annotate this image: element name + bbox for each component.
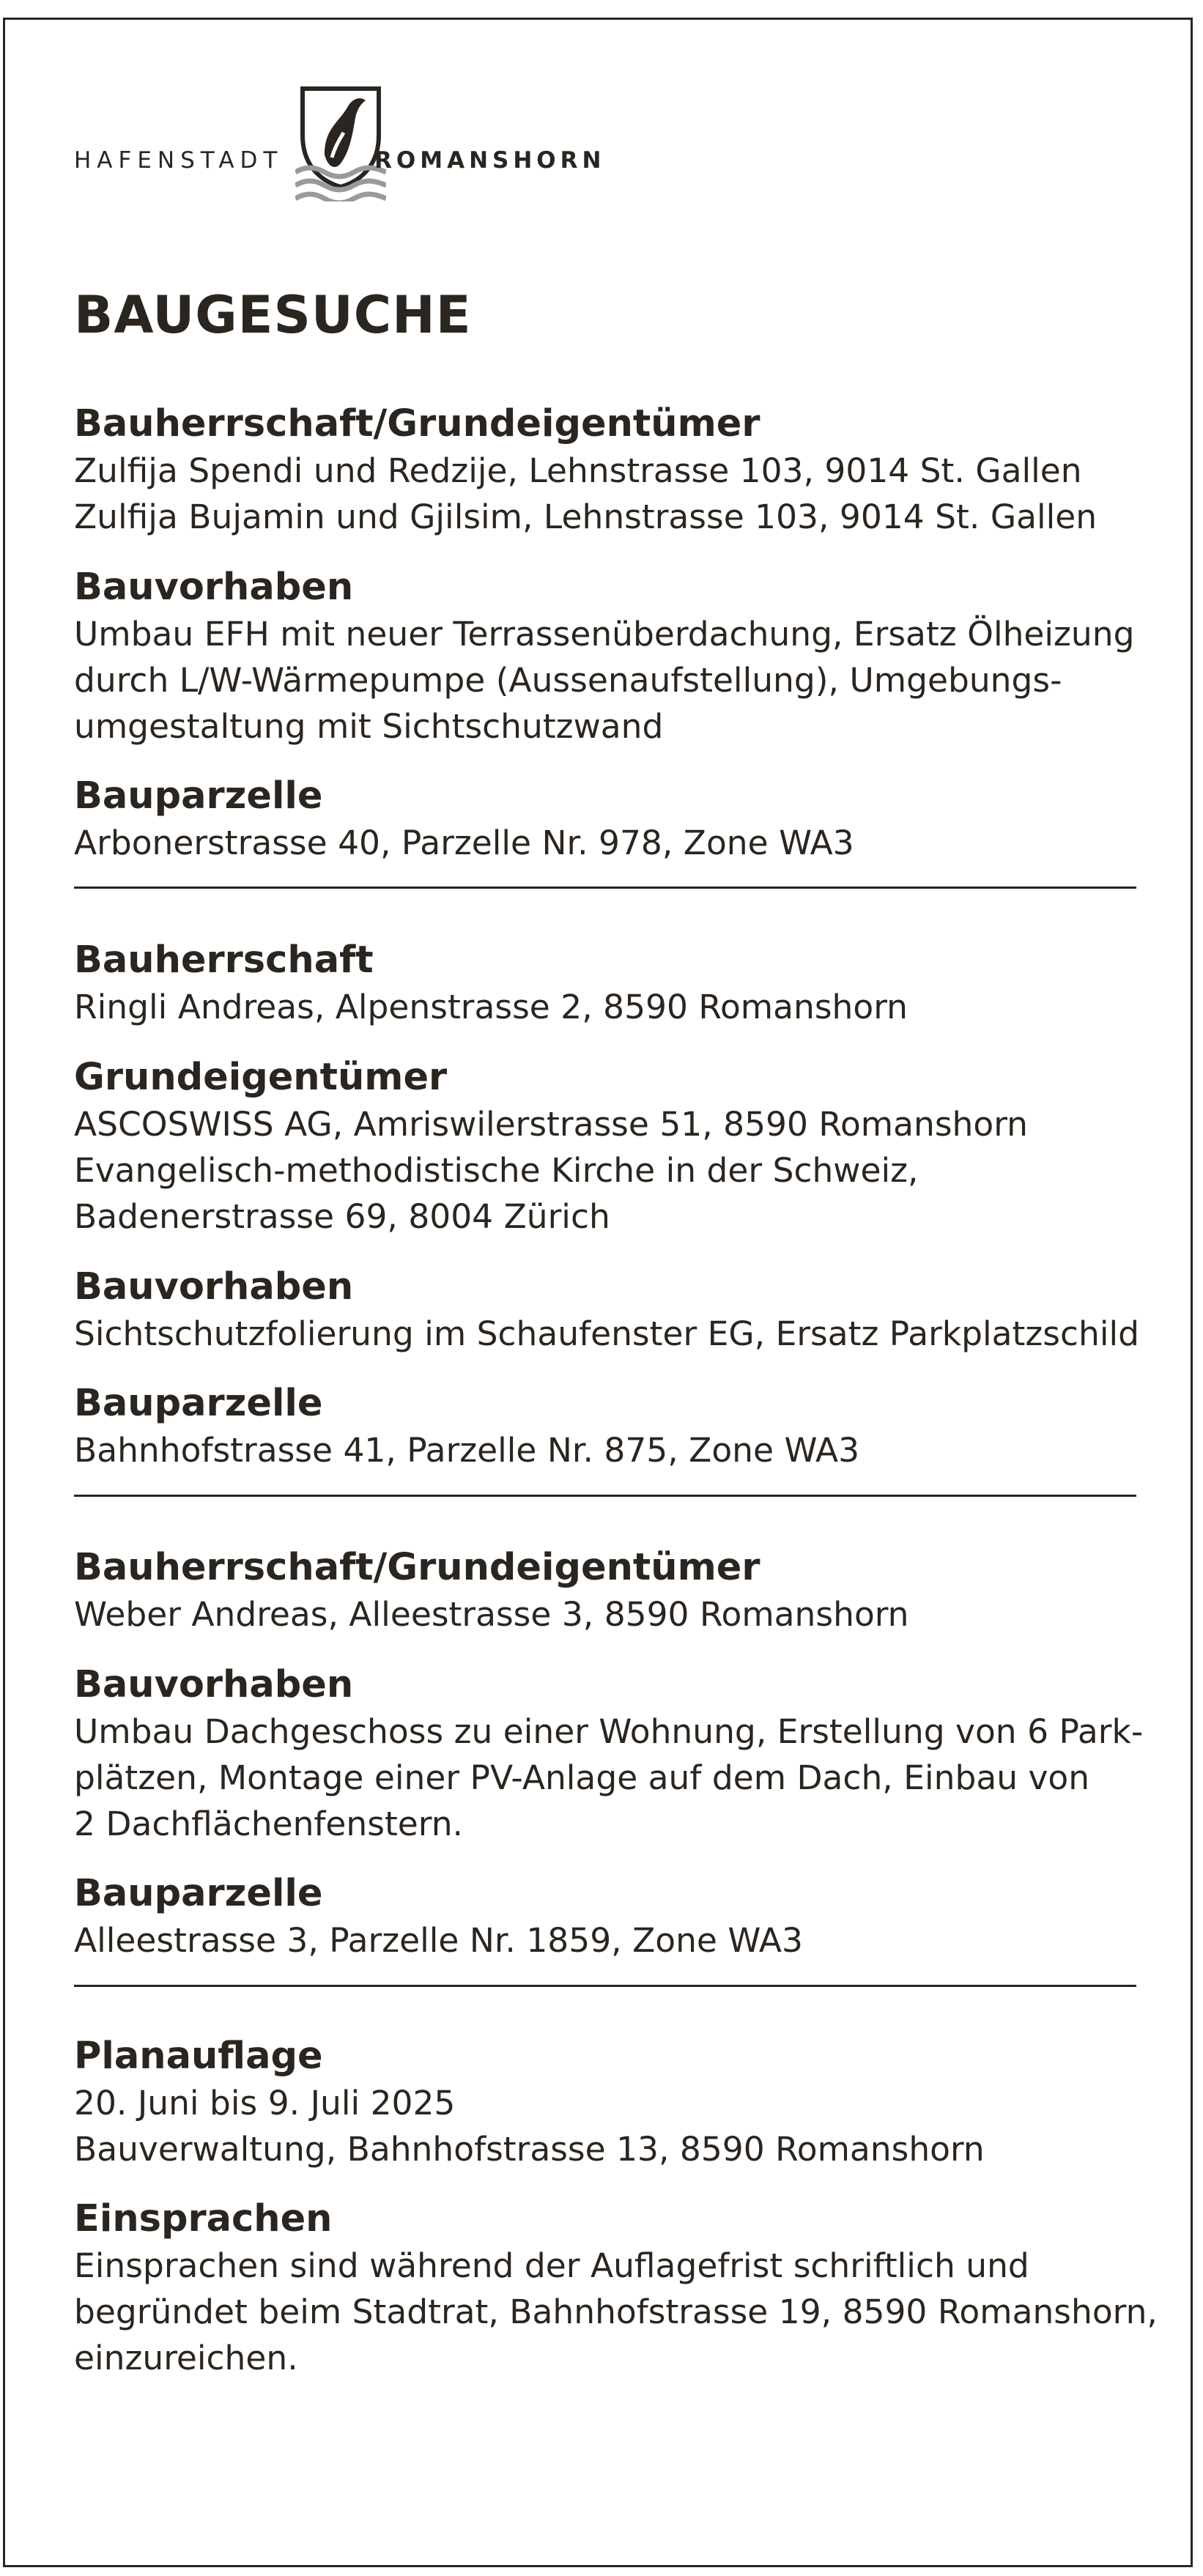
entry-line: durch L/W-Wärmepumpe (Aussenaufstellung), Umgebungs- bbox=[74, 661, 1062, 700]
section-divider bbox=[74, 887, 1136, 889]
section-4-entry-1 bbox=[74, 2033, 1138, 2172]
section-4-entry-2 bbox=[74, 2196, 1158, 2381]
town-logo bbox=[74, 84, 733, 209]
entry-line: Arbonerstrasse 40, Parzelle Nr. 978, Zone WA3 bbox=[74, 823, 854, 862]
entry-line: Ringli Andreas, Alpenstrasse 2, 8590 Romanshorn bbox=[74, 988, 908, 1026]
entry-line: 2 Dachflächenfenstern. bbox=[74, 1805, 464, 1843]
entry-heading: Grundeigentümer bbox=[74, 1056, 448, 1099]
entry-line: Bahnhofstrasse 41, Parzelle Nr. 875, Zone WA3 bbox=[74, 1431, 860, 1470]
section-2-entry-4 bbox=[74, 1380, 1138, 1473]
entry-line: Zulfija Bujamin und Gjilsim, Lehnstrasse 103, 9014 St. Gallen bbox=[74, 497, 1097, 536]
section-2-entry-1 bbox=[74, 937, 1138, 1030]
entry-line: Evangelisch-methodistische Kirche in der Schweiz, bbox=[74, 1151, 919, 1190]
entry-line: Umbau Dachgeschoss zu einer Wohnung, Erstellung von 6 Park- bbox=[74, 1712, 1144, 1751]
section-3-entry-2 bbox=[74, 1662, 1144, 1847]
page-title: BAUGESUCHE bbox=[74, 285, 472, 345]
section-1-entry-2 bbox=[74, 564, 1138, 750]
romanshorn-crest-icon bbox=[295, 84, 386, 201]
logo-right-text: ROMANSHORN bbox=[374, 147, 606, 174]
entry-line: Badenerstrasse 69, 8004 Zürich bbox=[74, 1197, 610, 1236]
entry-line: Umbau EFH mit neuer Terrassenüberdachung, Ersatz Ölheizung bbox=[74, 615, 1135, 654]
logo-left-text: HAFENSTADT bbox=[74, 147, 284, 174]
entry-line: Sichtschutzfolierung im Schaufenster EG, Ersatz Parkplatzschild bbox=[74, 1314, 1139, 1353]
entry-line: Bauverwaltung, Bahnhofstrasse 13, 8590 Romanshorn bbox=[74, 2130, 985, 2169]
entry-heading: Bauparzelle bbox=[74, 774, 323, 818]
section-2-entry-2 bbox=[74, 1054, 1138, 1240]
section-1-entry-1 bbox=[74, 401, 1138, 540]
entry-line: begründet beim Stadtrat, Bahnhofstrasse 19, 8590 Romanshorn, bbox=[74, 2292, 1158, 2331]
section-divider bbox=[74, 1985, 1136, 1987]
entry-heading: Bauvorhaben bbox=[74, 1265, 354, 1309]
entry-line: umgestaltung mit Sichtschutzwand bbox=[74, 707, 664, 746]
entry-line: plätzen, Montage einer PV-Anlage auf dem Dach, Einbau von bbox=[74, 1758, 1090, 1797]
entry-heading: Bauherrschaft/Grundeigentümer bbox=[74, 402, 760, 445]
notice-frame bbox=[3, 18, 1193, 2567]
entry-line: Alleestrasse 3, Parzelle Nr. 1859, Zone WA3 bbox=[74, 1921, 803, 1960]
entry-heading: Bauherrschaft bbox=[74, 939, 374, 982]
entry-heading: Bauherrschaft/Grundeigentümer bbox=[74, 1546, 760, 1589]
section-2-entry-3 bbox=[74, 1264, 1138, 1357]
section-divider bbox=[74, 1495, 1136, 1497]
entry-heading: Bauvorhaben bbox=[74, 566, 354, 609]
entry-line: einzureichen. bbox=[74, 2339, 298, 2377]
entry-line: Zulfija Spendi und Redzije, Lehnstrasse 103, 9014 St. Gallen bbox=[74, 451, 1082, 490]
entry-line: Weber Andreas, Alleestrasse 3, 8590 Romanshorn bbox=[74, 1595, 909, 1634]
section-1-entry-3 bbox=[74, 773, 1138, 866]
entry-heading: Bauparzelle bbox=[74, 1872, 323, 1915]
section-3-entry-1 bbox=[74, 1544, 1138, 1637]
section-3-entry-3 bbox=[74, 1870, 1138, 1964]
entry-line: ASCOSWISS AG, Amriswilerstrasse 51, 8590 Romanshorn bbox=[74, 1105, 1028, 1144]
entry-heading: Bauparzelle bbox=[74, 1382, 323, 1425]
entry-line: Einsprachen sind während der Auflagefrist schriftlich und bbox=[74, 2246, 1029, 2285]
entry-heading: Einsprachen bbox=[74, 2197, 333, 2240]
entry-line: 20. Juni bis 9. Juli 2025 bbox=[74, 2084, 456, 2122]
entry-heading: Bauvorhaben bbox=[74, 1663, 354, 1706]
entry-heading: Planauflage bbox=[74, 2035, 323, 2078]
